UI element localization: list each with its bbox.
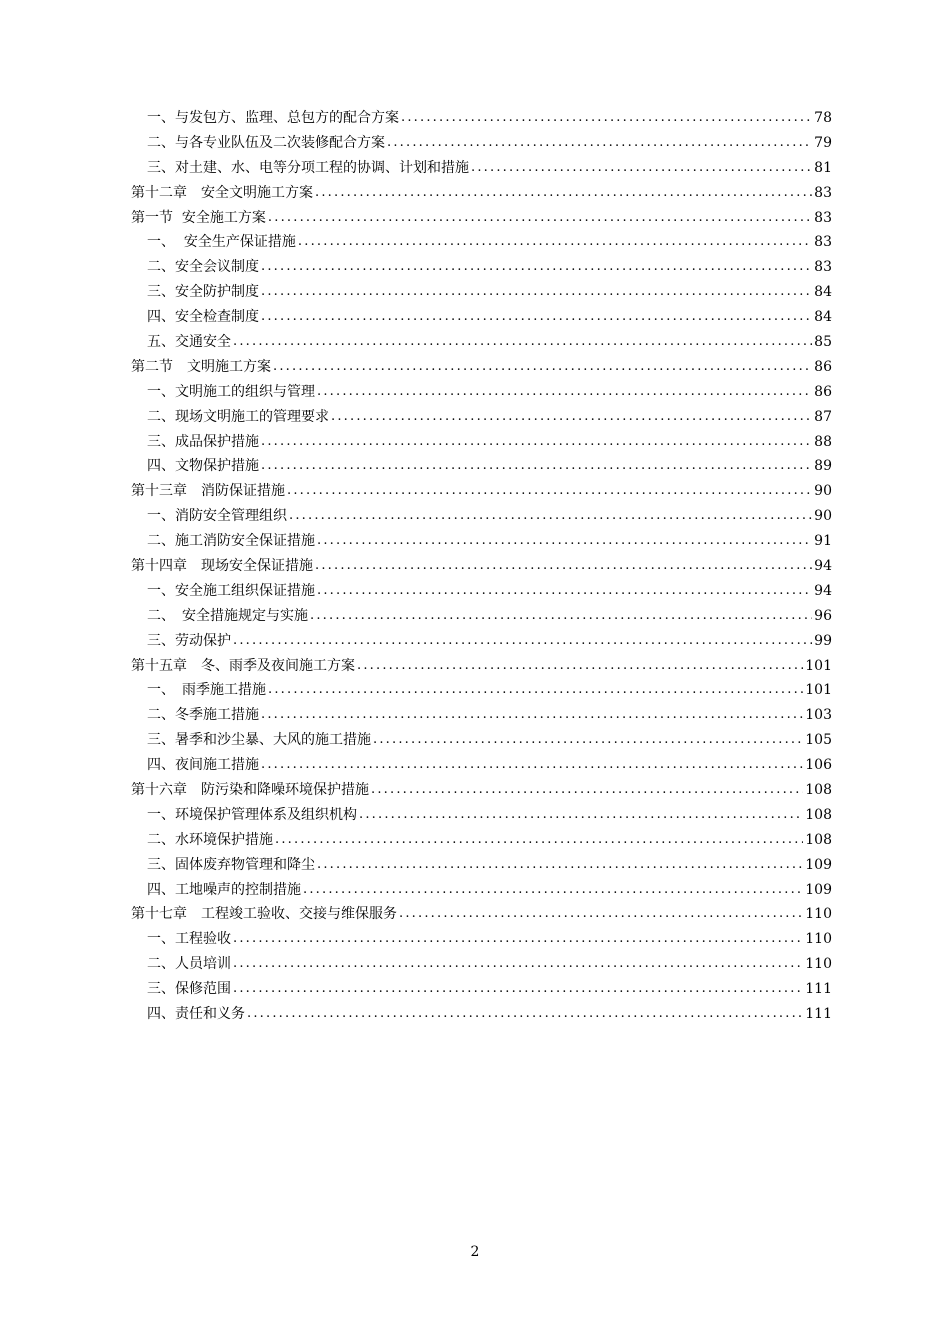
toc-entry-row[interactable] (131, 106, 832, 131)
toc-page-number: 78 (814, 109, 832, 126)
toc-dot-leader (371, 778, 803, 803)
toc-page-number: 110 (805, 931, 832, 948)
toc-page-number: 90 (814, 508, 832, 525)
toc-page-number: 91 (814, 533, 832, 550)
toc-dot-leader (287, 479, 812, 504)
toc-entry-row[interactable] (131, 678, 832, 703)
toc-page-number: 110 (805, 906, 832, 923)
toc-entry-row[interactable] (131, 878, 832, 903)
toc-dot-leader (261, 430, 812, 455)
toc-dot-leader (298, 230, 812, 255)
toc-label: 三、固体废弃物管理和降尘 (147, 856, 315, 873)
toc-label: 第十四章 现场安全保证措施 (131, 558, 313, 575)
toc-entry-row[interactable] (131, 330, 832, 355)
toc-entry-row[interactable] (131, 1002, 832, 1027)
toc-dot-leader (357, 654, 803, 679)
toc-heading-row[interactable] (131, 181, 832, 206)
toc-entry-row[interactable] (131, 579, 832, 604)
toc-dot-leader (401, 106, 812, 131)
toc-dot-leader (247, 1002, 803, 1027)
toc-page-number: 111 (805, 1006, 832, 1023)
toc-label: 三、对土建、水、电等分项工程的协调、计划和措施 (147, 159, 469, 176)
toc-heading-row[interactable] (131, 554, 832, 579)
toc-dot-leader (261, 703, 803, 728)
toc-page-number: 101 (805, 657, 832, 674)
toc-dot-leader (315, 554, 812, 579)
toc-label: 三、成品保护措施 (147, 433, 259, 450)
toc-heading-row[interactable] (131, 355, 832, 380)
toc-entry-row[interactable] (131, 803, 832, 828)
toc-entry-row[interactable] (131, 604, 832, 629)
toc-label: 第十二章 安全文明施工方案 (131, 184, 313, 201)
toc-label: 一、 安全生产保证措施 (147, 234, 296, 251)
toc-entry-row[interactable] (131, 629, 832, 654)
toc-entry-row[interactable] (131, 728, 832, 753)
toc-label: 第一节 安全施工方案 (131, 209, 266, 226)
toc-label: 二、冬季施工措施 (147, 707, 259, 724)
toc-entry-row[interactable] (131, 280, 832, 305)
toc-dot-leader (261, 454, 812, 479)
toc-label: 第十三章 消防保证措施 (131, 483, 285, 500)
toc-page-number: 105 (805, 732, 832, 749)
toc-entry-row[interactable] (131, 828, 832, 853)
toc-entry-row[interactable] (131, 927, 832, 952)
toc-dot-leader (359, 803, 803, 828)
toc-page-number: 83 (814, 209, 832, 226)
toc-dot-leader (471, 156, 812, 181)
toc-label: 三、保修范围 (147, 981, 231, 998)
toc-entry-row[interactable] (131, 430, 832, 455)
toc-page-number: 88 (814, 433, 832, 450)
page-number: 2 (470, 1244, 480, 1260)
toc-page-number: 83 (814, 234, 832, 251)
toc-page-number: 83 (814, 259, 832, 276)
toc-dot-leader (233, 927, 803, 952)
toc-page-number: 84 (814, 284, 832, 301)
table-of-contents (131, 106, 832, 1027)
toc-page-number: 79 (814, 134, 832, 151)
toc-page-number: 110 (805, 956, 832, 973)
toc-label: 二、安全会议制度 (147, 259, 259, 276)
toc-dot-leader (233, 952, 803, 977)
toc-entry-row[interactable] (131, 230, 832, 255)
toc-page-number: 86 (814, 358, 832, 375)
toc-entry-row[interactable] (131, 504, 832, 529)
toc-dot-leader (399, 902, 803, 927)
toc-label: 三、安全防护制度 (147, 284, 259, 301)
toc-entry-row[interactable] (131, 305, 832, 330)
toc-label: 一、安全施工组织保证措施 (147, 582, 315, 599)
toc-dot-leader (317, 853, 803, 878)
toc-entry-row[interactable] (131, 255, 832, 280)
toc-page-number: 81 (814, 159, 832, 176)
toc-label: 五、交通安全 (147, 334, 231, 350)
toc-page-number: 108 (805, 806, 832, 823)
toc-label: 四、安全检查制度 (147, 309, 259, 326)
toc-page-number: 108 (805, 831, 832, 848)
toc-label: 一、 雨季施工措施 (147, 682, 266, 699)
toc-dot-leader (268, 678, 803, 703)
toc-dot-leader (273, 355, 812, 380)
toc-entry-row[interactable] (131, 405, 832, 430)
toc-label: 一、消防安全管理组织 (147, 508, 287, 525)
toc-entry-row[interactable] (131, 853, 832, 878)
toc-entry-row[interactable] (131, 529, 832, 554)
toc-dot-leader (317, 579, 812, 604)
toc-entry-row[interactable] (131, 753, 832, 778)
toc-page-number: 103 (805, 707, 832, 724)
toc-label: 三、暑季和沙尘暴、大风的施工措施 (147, 732, 371, 749)
toc-dot-leader (289, 504, 812, 529)
toc-dot-leader (310, 604, 812, 629)
toc-entry-row[interactable] (131, 156, 832, 181)
toc-label: 第二节 文明施工方案 (131, 358, 271, 375)
toc-dot-leader (315, 181, 812, 206)
toc-dot-leader (233, 977, 803, 1002)
toc-page-number: 94 (814, 558, 832, 575)
toc-heading-row[interactable] (131, 654, 832, 679)
toc-page-number: 109 (805, 856, 832, 873)
toc-page-number: 94 (814, 582, 832, 599)
toc-page-number: 96 (814, 607, 832, 624)
toc-dot-leader (268, 206, 812, 231)
toc-label: 二、施工消防安全保证措施 (147, 533, 315, 550)
toc-label: 第十五章 冬、雨季及夜间施工方案 (131, 657, 355, 674)
toc-label: 三、劳动保护 (147, 632, 231, 649)
toc-page-number: 106 (805, 757, 832, 774)
toc-dot-leader (317, 529, 812, 554)
toc-label: 四、夜间施工措施 (147, 757, 259, 774)
toc-label: 一、与发包方、监理、总包方的配合方案 (147, 109, 399, 126)
toc-dot-leader (233, 629, 812, 654)
toc-label: 二、水环境保护措施 (147, 831, 273, 848)
toc-page-number: 101 (805, 682, 832, 699)
toc-page-number: 90 (814, 483, 832, 500)
toc-page-number: 111 (805, 981, 832, 998)
toc-label: 二、 安全措施规定与实施 (147, 607, 308, 624)
toc-page-number: 87 (814, 408, 832, 425)
toc-dot-leader (373, 728, 803, 753)
toc-label: 二、人员培训 (147, 956, 231, 973)
toc-dot-leader (317, 380, 812, 405)
toc-page-number: 84 (814, 309, 832, 326)
toc-label: 第十六章 防污染和降噪环境保护措施 (131, 782, 369, 799)
toc-label: 四、工地噪声的控制措施 (147, 881, 301, 898)
toc-entry-row[interactable] (131, 380, 832, 405)
toc-label: 一、环境保护管理体系及组织机构 (147, 806, 357, 823)
toc-dot-leader (303, 878, 803, 903)
toc-label: 二、与各专业队伍及二次装修配合方案 (147, 134, 385, 151)
toc-entry-row[interactable] (131, 703, 832, 728)
toc-entry-row[interactable] (131, 131, 832, 156)
toc-page-number: 85 (814, 334, 832, 350)
toc-dot-leader (387, 131, 812, 156)
toc-page-number: 108 (805, 782, 832, 799)
toc-heading-row[interactable] (131, 903, 832, 928)
toc-page-number: 89 (814, 458, 832, 475)
toc-page-number: 99 (814, 632, 832, 649)
toc-label: 一、工程验收 (147, 931, 231, 948)
toc-label: 四、文物保护措施 (147, 458, 259, 475)
toc-entry-row[interactable] (131, 977, 832, 1002)
toc-dot-leader (331, 405, 812, 430)
toc-heading-row[interactable] (131, 479, 832, 504)
toc-page-number: 86 (814, 383, 832, 400)
toc-page-number: 109 (805, 881, 832, 898)
toc-dot-leader (261, 255, 812, 280)
toc-dot-leader (261, 753, 803, 778)
toc-label: 二、现场文明施工的管理要求 (147, 408, 329, 425)
toc-dot-leader (261, 305, 812, 330)
toc-heading-row[interactable] (131, 206, 832, 231)
toc-dot-leader (233, 330, 812, 355)
toc-page-number: 83 (814, 184, 832, 201)
toc-heading-row[interactable] (131, 778, 832, 803)
toc-dot-leader (261, 280, 812, 305)
toc-label: 四、责任和义务 (147, 1006, 245, 1023)
toc-entry-row[interactable] (131, 454, 832, 479)
toc-label: 一、文明施工的组织与管理 (147, 383, 315, 400)
toc-entry-row[interactable] (131, 952, 832, 977)
toc-label: 第十七章 工程竣工验收、交接与维保服务 (131, 906, 397, 923)
toc-dot-leader (275, 828, 803, 853)
